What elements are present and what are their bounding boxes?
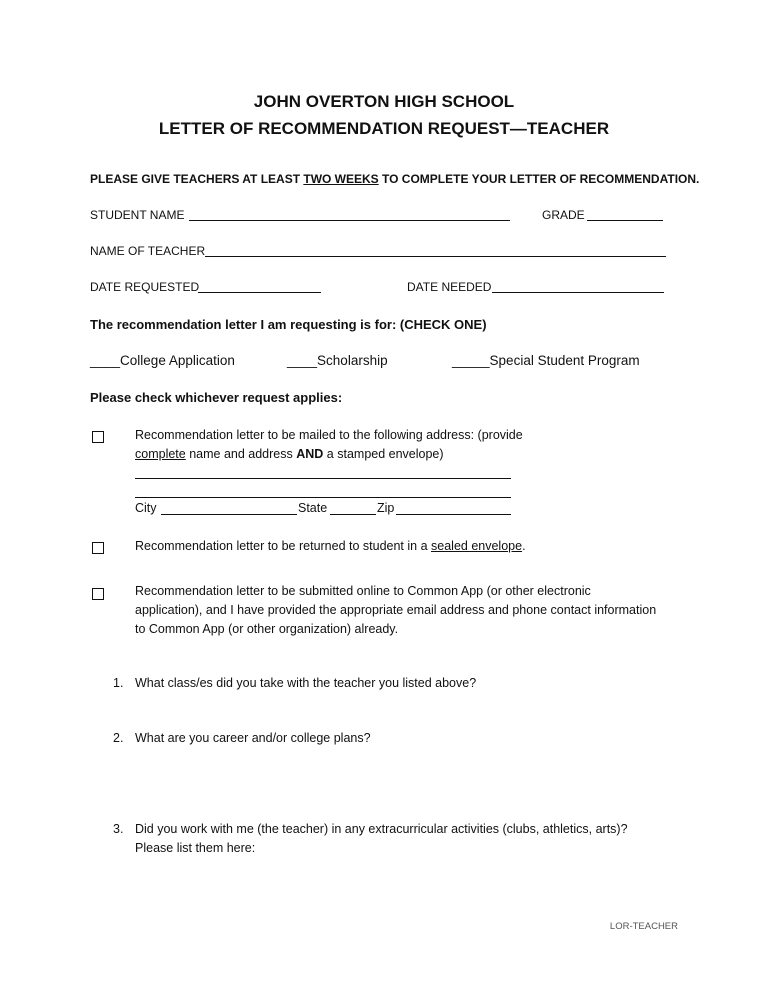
address-line-1[interactable] — [135, 466, 511, 479]
teacher-name-field[interactable] — [205, 244, 666, 257]
option-blank: _____ — [452, 353, 490, 368]
purpose-option-special-program[interactable] — [452, 353, 640, 368]
notice-text-after: TO COMPLETE YOUR LETTER OF RECOMMENDATION. — [378, 172, 700, 186]
return-checkbox[interactable] — [92, 542, 104, 554]
option-label: College Application — [120, 353, 235, 368]
student-name-field[interactable] — [189, 208, 510, 221]
mail-complete: complete — [135, 447, 186, 461]
online-request-line3: to Common App (or other organization) already. — [135, 622, 399, 636]
school-name: JOHN OVERTON HIGH SCHOOL — [253, 92, 515, 111]
zip-field[interactable] — [396, 502, 511, 515]
date-requested-label: DATE REQUESTED — [90, 280, 200, 294]
mail-mid: name and address — [185, 447, 297, 461]
question-3-line1: Did you work with me (the teacher) in any extracurricular activities (clubs, athletics, arts)? — [135, 822, 628, 836]
option-blank: ____ — [287, 353, 318, 368]
date-needed-label: DATE NEEDED — [407, 280, 492, 294]
mail-request-line1: Recommendation letter to be mailed to the following address: (provide — [135, 428, 523, 442]
online-request-line2: application), and I have provided the appropriate email address and phone contact information — [135, 603, 657, 617]
online-request-line1: Recommendation letter to be submitted online to Common App (or other electronic — [135, 584, 591, 598]
question-3-number: 3. — [113, 822, 124, 836]
purpose-heading: The recommendation letter I am requesting is for: (CHECK ONE) — [90, 317, 487, 332]
zip-label: Zip — [377, 501, 395, 515]
mail-end: a stamped envelope) — [323, 447, 444, 461]
return-after: . — [522, 539, 526, 553]
question-1-number: 1. — [113, 676, 124, 690]
state-field[interactable] — [330, 502, 376, 515]
student-name-label: STUDENT NAME — [90, 208, 185, 222]
return-emphasis: sealed envelope — [431, 539, 523, 553]
return-request-text — [135, 539, 526, 553]
online-checkbox[interactable] — [92, 588, 104, 600]
state-label: State — [298, 501, 328, 515]
grade-field[interactable] — [587, 208, 663, 221]
city-label: City — [135, 501, 157, 515]
footer-code: LOR-TEACHER — [609, 921, 678, 932]
purpose-option-scholarship[interactable] — [287, 353, 388, 368]
address-line-2[interactable] — [135, 485, 511, 498]
mail-checkbox[interactable] — [92, 431, 104, 443]
form-title: LETTER OF RECOMMENDATION REQUEST—TEACHER — [158, 119, 610, 138]
question-3-line2: Please list them here: — [135, 841, 256, 855]
requests-heading: Please check whichever request applies: — [90, 390, 343, 405]
deadline-notice — [90, 172, 699, 186]
teacher-name-label: NAME OF TEACHER — [90, 244, 206, 258]
notice-text-before: PLEASE GIVE TEACHERS AT LEAST — [90, 172, 304, 186]
option-label: Special Student Program — [489, 353, 640, 368]
question-2-text: What are you career and/or college plans? — [135, 731, 371, 745]
grade-label: GRADE — [542, 208, 585, 222]
option-blank: ____ — [90, 353, 121, 368]
date-requested-field[interactable] — [198, 280, 321, 293]
city-field[interactable] — [161, 502, 297, 515]
return-before: Recommendation letter to be returned to student in a — [135, 539, 432, 553]
mail-request-line2 — [135, 447, 444, 461]
notice-emphasis: TWO WEEKS — [303, 172, 379, 186]
question-2-number: 2. — [113, 731, 124, 745]
option-label: Scholarship — [317, 353, 388, 368]
purpose-option-college[interactable] — [90, 353, 235, 368]
date-needed-field[interactable] — [492, 280, 664, 293]
mail-and: AND — [296, 447, 324, 461]
question-1-text: What class/es did you take with the teacher you listed above? — [135, 676, 477, 690]
